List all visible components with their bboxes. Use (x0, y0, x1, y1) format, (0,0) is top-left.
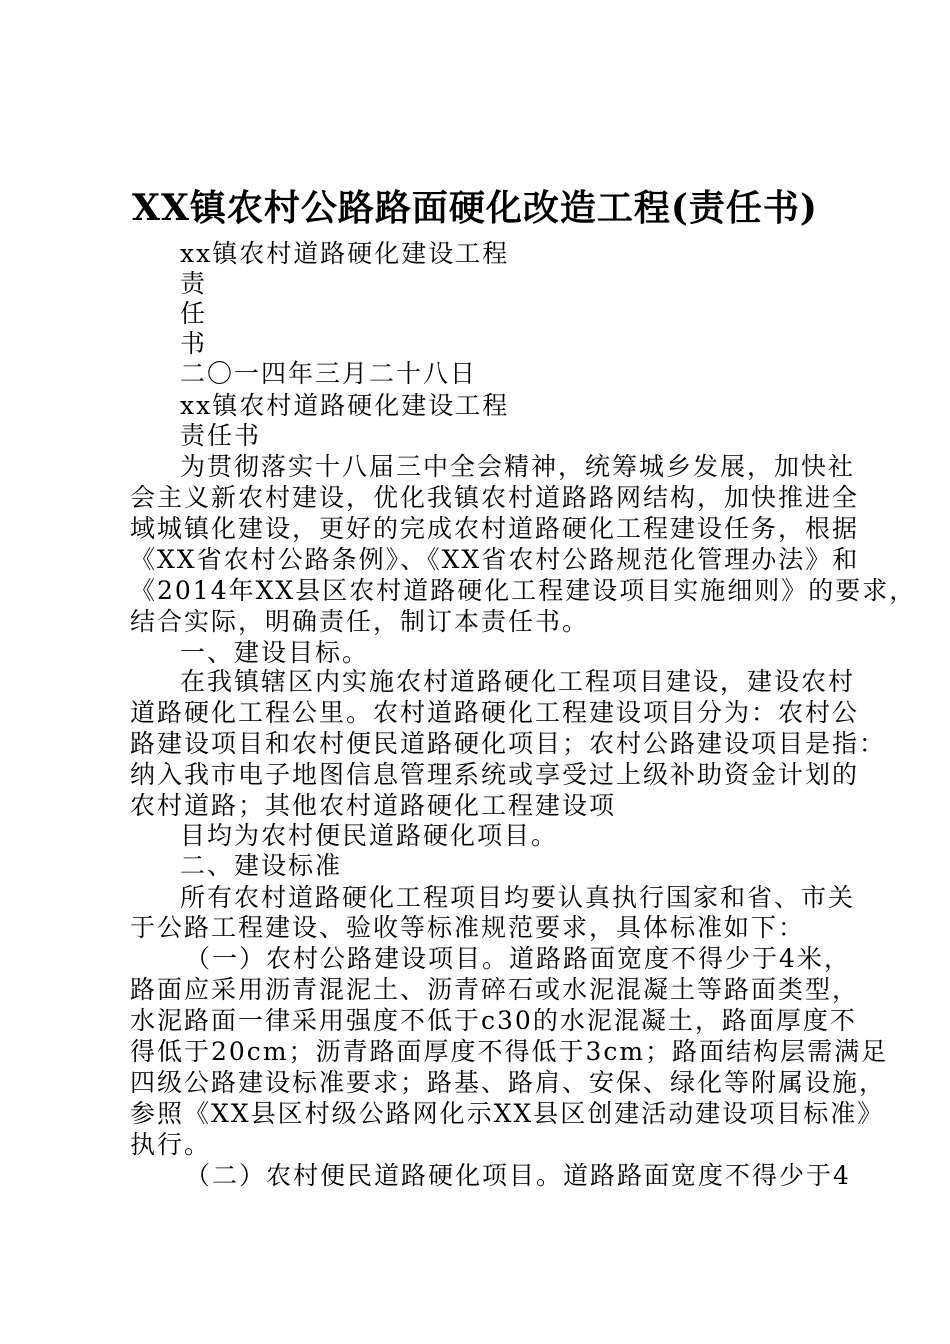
paragraph-line: 参照《XX县区村级公路网化示XX县区创建活动建设项目标准》 (130, 1099, 885, 1128)
document-title: XX镇农村公路路面硬化改造工程(责任书) (132, 187, 818, 229)
paragraph-line: 《2014年XX县区农村道路硬化工程建设项目实施细则》的要求， (130, 576, 917, 605)
paragraph-line: 目均为农村便民道路硬化项目。 (180, 821, 559, 850)
paragraph-line: 路建设项目和农村便民道路硬化项目；农村公路建设项目是指： (130, 729, 887, 758)
paragraph-line: 路面应采用沥青混泥土、沥青碎石或水泥混凝土等路面类型， (130, 975, 860, 1004)
cover-line: xx镇农村道路硬化建设工程 (180, 391, 510, 420)
paragraph-line: 《XX省农村公路条例》、《XX省农村公路规范化管理办法》和 (130, 545, 860, 574)
paragraph-line: 于公路工程建设、验收等标准规范要求，具体标准如下： (130, 913, 806, 942)
paragraph-line: （二）农村便民道路硬化项目。道路路面宽度不得少于4 (185, 1161, 851, 1190)
paragraph-line: 道路硬化工程公里。农村道路硬化工程建设项目分为：农村公 (130, 698, 860, 727)
section-heading: 一、建设目标。 (180, 638, 370, 667)
cover-line: 任 (180, 299, 208, 328)
paragraph-line: 结合实际，明确责任，制订本责任书。 (130, 607, 590, 636)
cover-line: 书 (180, 329, 208, 358)
paragraph-line: 纳入我市电子地图信息管理系统或享受过上级补助资金计划的 (130, 760, 860, 789)
paragraph-line: 在我镇辖区内实施农村道路硬化工程项目建设，建设农村 (180, 667, 856, 696)
paragraph-line: 为贯彻落实十八届三中全会精神，统筹城乡发展，加快社 (180, 452, 856, 481)
paragraph-line: 水泥路面一律采用强度不低于c30的水泥混凝土，路面厚度不 (130, 1006, 857, 1035)
paragraph-line: 域城镇化建设，更好的完成农村道路硬化工程建设任务，根据 (130, 514, 860, 543)
paragraph-line: 会主义新农村建设，优化我镇农村道路路网结构，加快推进全 (130, 483, 860, 512)
section-heading: 二、建设标准 (180, 851, 343, 880)
cover-line: 责 (180, 269, 208, 298)
paragraph-line: （一）农村公路建设项目。道路路面宽度不得少于4米， (185, 944, 851, 973)
paragraph-line: 农村道路；其他农村道路硬化工程建设项 (130, 791, 617, 820)
paragraph-line: 得低于20cm；沥青路面厚度不得低于3cm；路面结构层需满足 (130, 1037, 889, 1066)
cover-line: xx镇农村道路硬化建设工程 (180, 239, 510, 268)
paragraph-line: 执行。 (130, 1130, 212, 1159)
paragraph-line: 四级公路建设标准要求；路基、路肩、安保、绿化等附属设施， (130, 1068, 887, 1097)
paragraph-line: 所有农村道路硬化工程项目均要认真执行国家和省、市关 (180, 883, 856, 912)
cover-date: 二〇一四年三月二十八日 (180, 359, 478, 388)
cover-line: 责任书 (180, 421, 262, 450)
